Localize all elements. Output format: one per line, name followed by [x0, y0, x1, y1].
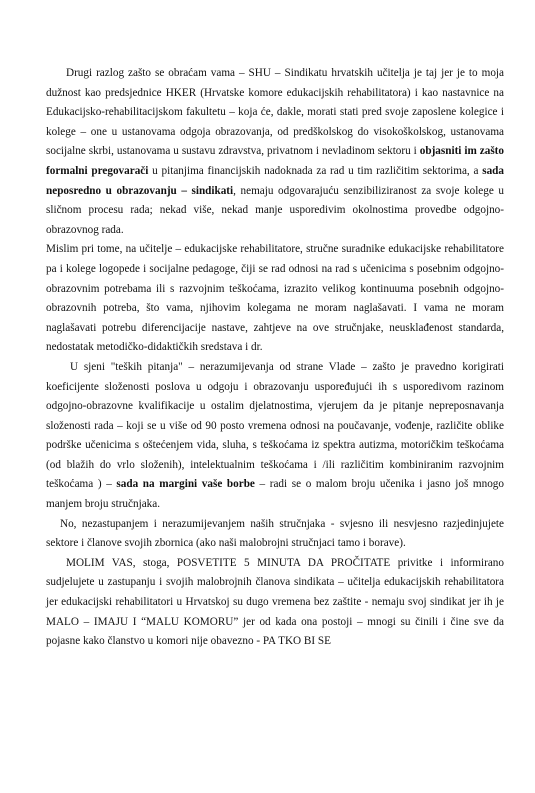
paragraph-reason-text-a: Drugi razlog zašto se obraćam vama – SHU – Sindikatu hrvatskih učitelja je taj jer je to moja dužnost kao predsjednice HKER (Hrvatske komore edukacijskih rehabilitatora) i kao nastavnice na Edukacijsko-rehabilitacijskom fakultetu – koja će, dakle, morati stati pred svoje zaposlene kolegice i kolege – one u ustanovama odgoja obrazovanja, od predškolskog do visokoškolskog, ustanovama socijalne skrbi, ustanovama u sustavu zdravstva, privatnom i nevladinom sektoru i — [46, 67, 504, 158]
letter-body — [46, 64, 504, 652]
paragraph-reason — [46, 64, 504, 240]
paragraph-reason-text-c: u pitanjima financijskih nadoknada za rad u tim različitim sektorima, a — [148, 164, 483, 177]
paragraph-hard-questions-text-c: – radi se o malom broju učenika i jasno još mnogo manjem broju stručnjaka. — [46, 478, 504, 511]
emphasis-margin: sada na margini vaše borbe — [116, 478, 255, 491]
paragraph-teachers: Mislim pri tome, na učitelje – edukacijske rehabilitatore, stručne suradnike edukacijske rehabilitatore pa i kolege logopede i socijalne pedagoge, čiji se rad odnosi na rad s učenicima s posebnim odgojno-obrazovnim potrebama ili s razvojnim teškoćama, izrazito velikog kontinuuma posebnih odgojno-obrazovnih potreba, što vama, njihovim kolegama ne moram naglašavati. I vama ne moram naglašavati potrebu diferencijacije nastave, zahtjeve na ove stručnjake, neusklađenost standarda, nedostatak metodičko-didaktičkih sredstava i dr. — [46, 243, 504, 354]
paragraph-request: MOLIM VAS, stoga, POSVETITE 5 MINUTA DA PROČITATE privitke i informirano sudjelujete u zastupanju i svojih malobrojnih članova sindikata – učitelja edukacijskih rehabilitatora jer edukacijski rehabilitatori u Hrvatskoj su dugo vremena bez zaštite - nemaju svoj sindikat jer ih je MALO – IMAJU I “MALU KOMORU” jer od kada ona postoji – mnogi su činili i čine sve da pojasne kako članstvo u komori nije obavezno - PA TKO BI SE — [46, 556, 504, 648]
emphasis-formal-negotiators: objasniti im zašto formalni pregovarači — [46, 145, 504, 177]
paragraph-reason-text-e: , nemaju odgovarajuću senzibiliziranost za svoje kolege u sličnom procesu rada; nekad više, nekad manje usporedivim okolnostima provedbe odgojno-obrazovnog rada. — [46, 184, 504, 236]
emphasis-unions: sada neposredno u obrazovanju – sindikati — [46, 164, 504, 197]
paragraph-hard-questions-text-a: U sjeni "teških pitanja" – nerazumijevanja od strane Vlade – zašto je pravedno korigirati koeficijente složenosti poslova u odgoju i obrazovanju uspoređujući ih s usporedivom razinom odgojno-obrazovne kvalifikacije u ostalim djelatnostima, vjerujem da je pitanje nepreposnavanja složenosti rada – koji se u više od 90 posto vremena odnosi na poučavanje, vođenje, različite oblike podrške učenicima s oštećenjem vida, sluha, s teškoćama iz spektra autizma, motoričkim teškoćama (od blažih do vrlo složenih), intelektualnim teškoćama i /ili različitim kombiniranim razvojnim teškoćama ) – — [46, 360, 504, 491]
paragraph-hard-questions — [46, 358, 504, 515]
paragraph-no-representation: No, nezastupanjem i nerazumijevanjem naših stručnjaka - svjesno ili nesvjesno razjedinjujete sektore i članove svojih zbornica (ako naši malobrojni stručnjaci tamo i borave). — [46, 517, 504, 550]
